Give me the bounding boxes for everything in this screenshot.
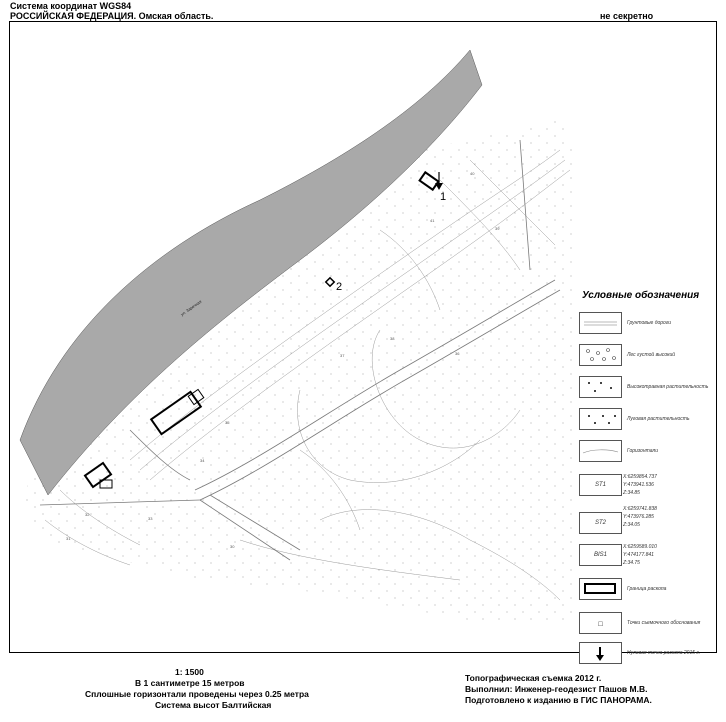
legend-survey-point-symbol: □ (579, 612, 622, 634)
performer-label: Выполнил: Инженер-геодезист Пашов М.В. (465, 684, 648, 694)
station-bis1-box (579, 544, 622, 566)
legend-road-label: Грунтовые дороги (627, 320, 672, 326)
svg-text:34: 34 (200, 458, 205, 463)
legend-tallgrass-symbol (579, 376, 622, 398)
legend-zero-point-symbol (579, 642, 622, 664)
svg-text:35: 35 (225, 420, 230, 425)
svg-text:41: 41 (430, 218, 435, 223)
legend-survey-point-label: Точки съемочного обоснования (627, 620, 701, 626)
station-st2-coords: X:6259741.838 Y:473976.285 Z:34.05 (623, 506, 657, 528)
secrecy-label: не секретно (600, 11, 654, 21)
station-bis1-coords: X:6259589.010 Y:474177.841 Z:34.75 (623, 544, 657, 566)
prepared-label: Подготовлено к изданию в ГИС ПАНОРАМА. (465, 695, 652, 705)
svg-text:33: 33 (148, 516, 153, 521)
scale-label: 1: 1500 (175, 667, 204, 677)
station-st1-coords: X:6259854.737 Y:473941.536 Z:34.85 (623, 474, 657, 496)
point-1-label: 1 (440, 191, 447, 203)
scale-cm-label: В 1 сантиметре 15 метров (135, 678, 245, 688)
svg-text:32: 32 (85, 512, 90, 517)
legend-forest-label: Лес густой высокий (627, 352, 676, 358)
legend-boundary-label: Граница раскопа (627, 586, 667, 592)
legend-title: Условные обозначения (582, 290, 700, 301)
station-st1-name: ST1 (594, 482, 606, 488)
coordinate-system-label: Система координат WGS84 (10, 1, 132, 11)
point-2-label: 2 (336, 281, 343, 293)
svg-text:38: 38 (390, 336, 395, 341)
height-system-label: Система высот Балтийская (155, 700, 272, 710)
legend-tallgrass-label: Высокотравная растительность (627, 384, 709, 390)
legend-road-symbol (579, 312, 622, 334)
svg-text:40: 40 (470, 171, 475, 176)
street-label: ул. Заречная (179, 298, 203, 317)
svg-text:36: 36 (455, 351, 460, 356)
legend-forest-symbol (579, 344, 622, 366)
station-bis1-name: BIS1 (593, 552, 607, 558)
svg-text:39: 39 (495, 226, 500, 231)
legend-meadow-label: Луговая растительность (627, 416, 690, 422)
station-st2-name: ST2 (594, 520, 606, 526)
station-st1-box (579, 474, 622, 496)
region-label: РОССИЙСКАЯ ФЕДЕРАЦИЯ. Омская область. (10, 11, 214, 21)
legend-boundary-symbol (579, 578, 622, 600)
svg-text:37: 37 (340, 353, 345, 358)
survey-year-label: Топографическая съемка 2012 г. (465, 673, 602, 683)
legend-zero-point-label: Нулевая точка раскопа 2015 г. (627, 650, 701, 656)
station-st2-box (579, 512, 622, 534)
legend-contour-label: Горизонтали (627, 448, 659, 454)
legend-contour-symbol (579, 440, 622, 462)
svg-text:30: 30 (230, 544, 235, 549)
contour-interval-label: Сплошные горизонтали проведены через 0.25 метра (85, 689, 309, 699)
legend-meadow-symbol (579, 408, 622, 430)
svg-text:31: 31 (66, 536, 71, 541)
